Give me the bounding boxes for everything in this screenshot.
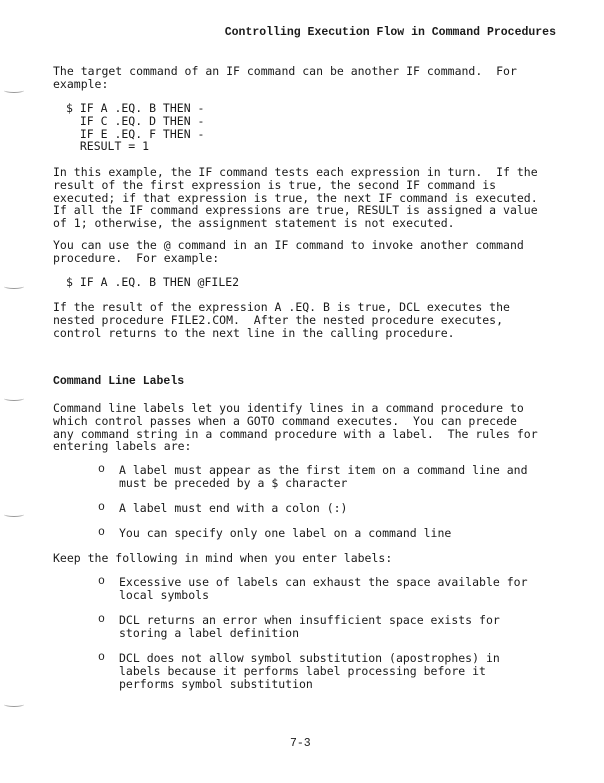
section-heading: Command Line Labels xyxy=(53,375,185,388)
bullet-marker: o xyxy=(98,526,105,539)
scan-mark xyxy=(4,284,24,289)
scan-mark xyxy=(4,88,24,93)
nested-procedure-paragraph: If the result of the expression A .EQ. B is true, DCL executes the nested procedure FILE2.COM. After the nested procedure executes, control returns to the next line in the calling procedure. xyxy=(53,300,510,340)
bullet-marker: o xyxy=(98,575,105,588)
note-item: DCL returns an error when insufficient space exists for storing a label definition xyxy=(119,613,500,640)
at-command-paragraph: You can use the @ command in an IF command to invoke another command procedure. For example: xyxy=(53,238,524,265)
rule-item: You can specify only one label on a command line xyxy=(119,526,452,540)
bullet-marker: o xyxy=(98,651,105,664)
explanation-paragraph: In this example, the IF command tests each expression in turn. If the result of the first expression is true, the second IF command is executed; if that expression is true, the next IF command is executed. If all the IF command expressions are true, RESULT is assigned a value of 1; otherwise, the assignment statement is not executed. xyxy=(53,165,538,231)
rule-item: A label must appear as the first item on a command line and must be preceded by a $ character xyxy=(119,463,528,490)
bullet-marker: o xyxy=(98,613,105,626)
intro-paragraph: The target command of an IF command can be another IF command. For example: xyxy=(53,64,517,91)
note-item: DCL does not allow symbol substitution (apostrophes) in labels because it performs label processing before it performs symbol substitution xyxy=(119,651,500,691)
running-header: Controlling Execution Flow in Command Procedures xyxy=(224,26,556,39)
keep-in-mind-paragraph: Keep the following in mind when you enter labels: xyxy=(53,551,393,565)
rule-item: A label must end with a colon (:) xyxy=(119,501,348,515)
bullet-marker: o xyxy=(98,463,105,476)
code-example-nested-if: $ IF A .EQ. B THEN - IF C .EQ. D THEN - IF E .EQ. F THEN - RESULT = 1 xyxy=(66,101,205,154)
bullet-marker: o xyxy=(98,501,105,514)
scan-mark xyxy=(4,702,24,707)
labels-intro-paragraph: Command line labels let you identify lines in a command procedure to which control passes when a GOTO command executes. You can precede any command string in a command procedure with a label. The rules for entering labels are: xyxy=(53,401,538,454)
note-item: Excessive use of labels can exhaust the space available for local symbols xyxy=(119,575,528,602)
page-number: 7-3 xyxy=(290,737,311,750)
scan-mark xyxy=(4,396,24,401)
code-example-at-command: $ IF A .EQ. B THEN @FILE2 xyxy=(66,275,240,289)
scan-mark xyxy=(4,512,24,517)
